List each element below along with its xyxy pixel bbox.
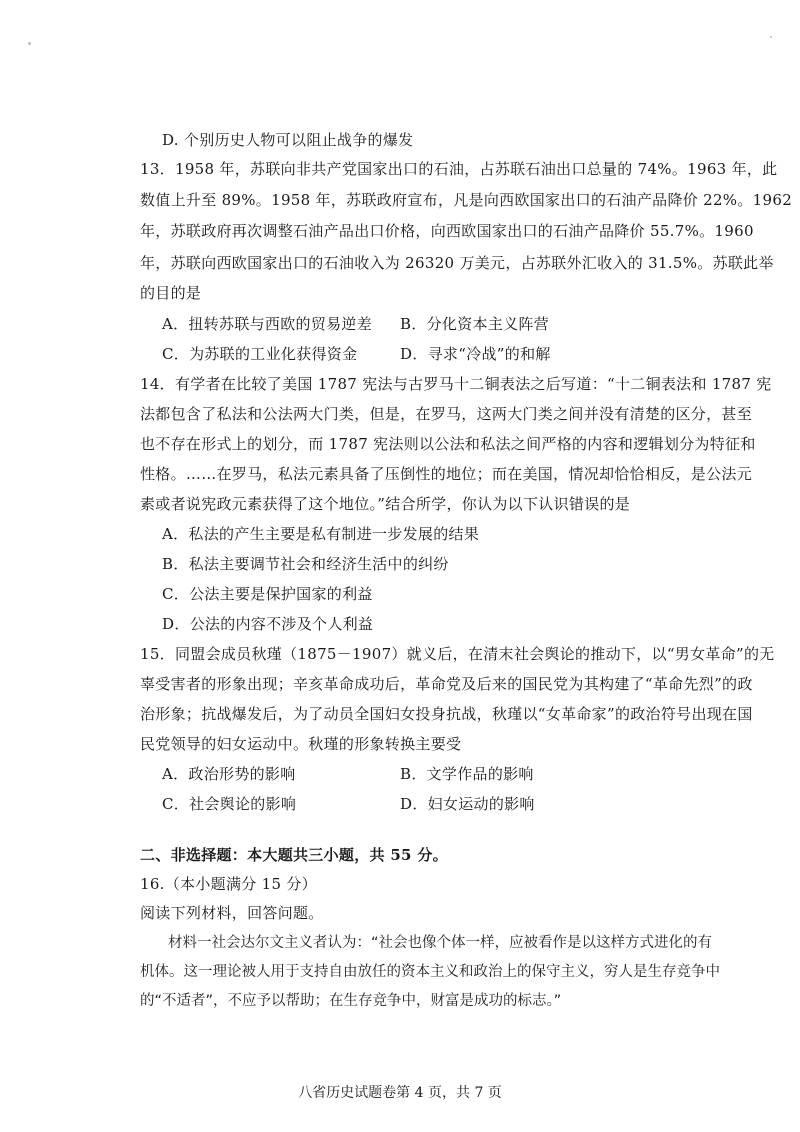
q15-option-c: C．社会舆论的影响 xyxy=(162,795,297,813)
q13-line-2: 数值上升至 89%。1958 年，苏联政府宣布，凡是向西欧国家出口的石油产品降价 22%。1962 xyxy=(140,191,793,209)
q13-option-c: C．为苏联的工业化获得资金 xyxy=(162,345,358,363)
scan-speck xyxy=(28,42,31,45)
q16-header: 16.（本小题满分 15 分） xyxy=(140,875,317,893)
q15-option-d: D．妇女运动的影响 xyxy=(400,795,535,813)
q14-option-c: C．公法主要是保护国家的利益 xyxy=(162,585,373,603)
material-line-1: 材料一社会达尔文主义者认为：“社会也像个体一样，应被看作是以这样方式进化的有 xyxy=(168,935,713,951)
q14-option-a: A．私法的产生主要是私有制进一步发展的结果 xyxy=(162,525,480,543)
material-line-2: 机体。这一理论被人用于支持自由放任的资本主义和政治上的保守主义，穷人是生存竞争中 xyxy=(140,964,720,980)
page-footer: 八省历史试题卷第 4 页，共 7 页 xyxy=(298,1085,502,1101)
q13-line-1: 13．1958 年，苏联向非共产党国家出口的石油，占苏联石油出口总量的 74%。1963 年，此 xyxy=(140,160,778,178)
q16-instruction: 阅读下列材料，回答问题。 xyxy=(140,904,324,922)
q14-option-b: B．私法主要调节社会和经济生活中的纠纷 xyxy=(162,555,449,573)
q15-option-b: B．文学作品的影响 xyxy=(400,765,534,783)
q13-option-b: B．分化资本主义阵营 xyxy=(400,315,550,333)
q14-option-d: D．公法的内容不涉及个人利益 xyxy=(162,615,374,633)
q13-option-d: D．寻求“冷战”的和解 xyxy=(400,345,551,363)
q13-line-4: 年，苏联向西欧国家出口的石油收入为 26320 万美元，占苏联外汇收入的 31.5%。苏联此举 xyxy=(140,254,774,272)
q14-line-3: 也不存在形式上的划分，而 1787 宪法则以公法和私法之间严格的内容和逻辑划分为特征和 xyxy=(140,435,756,453)
q13-line-5: 的目的是 xyxy=(140,284,202,302)
scan-speck xyxy=(770,36,772,38)
q14-line-4: 性格。……在罗马，私法元素具备了压倒性的地位；而在美国，情况却恰恰相反，是公法元 xyxy=(140,465,753,483)
section-2-heading: 二、非选择题：本大题共三小题，共 55 分。 xyxy=(140,846,448,864)
q15-option-a: A．政治形势的影响 xyxy=(162,765,296,783)
q15-line-1: 15．同盟会成员秋瑾（1875－1907）就义后，在清末社会舆论的推动下，以“男女革命”的无 xyxy=(140,645,775,663)
q15-line-2: 辜受害者的形象出现；辛亥革命成功后，革命党及后来的国民党为其构建了“革命先烈”的政 xyxy=(140,675,753,693)
q12-option-d: D. 个别历史人物可以阻止战争的爆发 xyxy=(162,131,414,149)
q14-line-5: 素或者说宪政元素获得了这个地位。”结合所学，你认为以下认识错误的是 xyxy=(140,495,631,513)
q14-line-1: 14．有学者在比较了美国 1787 宪法与古罗马十二铜表法之后写道：“十二铜表法和 1787 宪 xyxy=(140,375,772,393)
q14-line-2: 法都包含了私法和公法两大门类，但是，在罗马，这两大门类之间并没有清楚的区分，甚至 xyxy=(140,405,753,423)
material-line-3: 的“不适者”，不应予以帮助；在生存竞争中，财富是成功的标志。” xyxy=(140,993,562,1009)
q15-line-3: 治形象；抗战爆发后，为了动员全国妇女投身抗战，秋瑾以“女革命家”的政治符号出现在国 xyxy=(140,705,753,723)
q15-line-4: 民党领导的妇女运动中。秋瑾的形象转换主要受 xyxy=(140,735,462,753)
q13-option-a: A．扭转苏联与西欧的贸易逆差 xyxy=(162,315,373,333)
q13-line-3: 年，苏联政府再次调整石油产品出口价格，向西欧国家出口的石油产品降价 55.7%。1960 xyxy=(140,222,754,240)
